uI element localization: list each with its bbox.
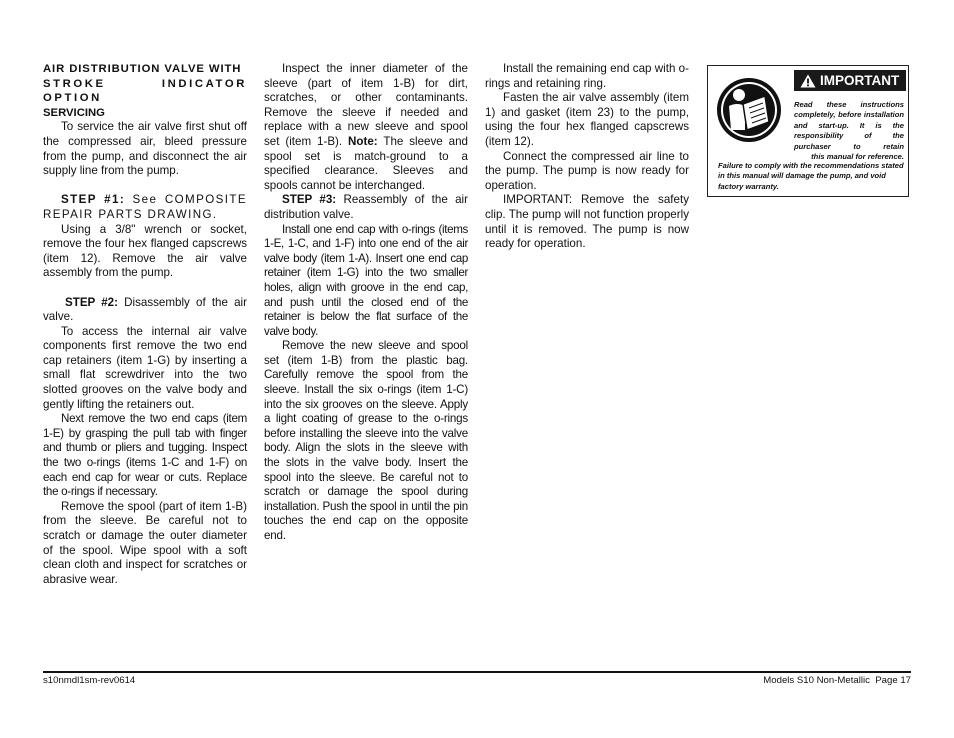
safety-clip-paragraph: IMPORTANT: Remove the safety clip. The pump will not function properly until it is removed. The pump is now ready for operation. <box>485 193 689 251</box>
footer-doc-id: s10nmdl1sm-rev0614 <box>43 675 136 686</box>
section-heading <box>43 62 247 120</box>
intro-paragraph: To service the air valve first shut off the compressed air, bleed pressure from the pump, and disconnect the air supply line from the pump. <box>43 120 247 178</box>
note-text: The sleeve and spool set is match-ground to a specified clearance. Sleeves and spools cannot be interchanged. <box>264 134 468 192</box>
step-3-text: Reassembly of the air distribution valve. <box>264 193 468 221</box>
important-text-last-line: this manual for reference. <box>811 152 904 162</box>
important-notice-box <box>707 65 909 197</box>
fasten-paragraph: Fasten the air valve assembly (item 1) and gasket (item 23) to the pump, using the four hex flanged capscrews (item 12). <box>485 91 689 148</box>
step-2-label: STEP #2: <box>65 295 118 309</box>
new-sleeve-paragraph: Remove the new sleeve and spool set (item 1-B) from the plastic bag. Carefully remove the spool from the sleeve. Install the six o-rings (item 1-C) into the six grooves on the sleeve. Apply a light coating of grease to the o-rings before installing the sleeve into the valve body. Align the slots in the sleeve with the slots in the valve body. Insert the spool into the sleeve. Be careful not to scratch or damage the spool during installation. Push the spool in until the pin touches the end cap on the opposite end. <box>264 339 468 542</box>
important-title: IMPORTANT <box>820 73 900 88</box>
sleeve-inspect-paragraph <box>264 62 468 193</box>
spool-paragraph: Remove the spool (part of item 1-B) from the sleeve. Be careful not to scratch or damage the outer diameter of the spool. Wipe spool with a soft clean cloth and inspect for scratches or abrasive wear. <box>43 499 247 586</box>
important-warning-text: Failure to comply with the recommendations stated in this manual will damage the pump, and void factory warranty. <box>718 161 904 191</box>
end-caps-paragraph: Next remove the two end caps (item 1-E) by grasping the pull tab with finger and thumb or pliers and tugging. Inspect the two o-rings (items 1-C and 1-F) on each end cap for wear or cuts. Replace the o-rings if necessary. <box>43 412 247 499</box>
step-3-label: STEP #3: <box>282 193 337 207</box>
footer-page-label: Models S10 Non-Metallic Page 17 <box>763 675 911 686</box>
step-2-paragraph <box>43 296 247 325</box>
heading-line-2: STROKE INDICATOR OPTION <box>43 77 247 105</box>
heading-line-3: SERVICING <box>43 106 105 119</box>
column-1 <box>43 62 247 587</box>
important-instructions-text <box>794 100 904 162</box>
read-manual-icon <box>715 76 783 144</box>
warning-icon <box>800 74 816 88</box>
connect-air-paragraph: Connect the compressed air line to the pump. The pump is now ready for operation. <box>485 149 689 192</box>
column-3 <box>485 62 689 252</box>
wrench-paragraph: Using a 3/8" wrench or socket, remove the four hex flanged capscrews (item 12). Remove the air valve assembly from the pump. <box>43 222 247 280</box>
retainers-paragraph: To access the internal air valve components first remove the two end cap retainers (item 1-G) by inserting a small flat screwdriver into the two slotted grooves on the valve body and gently lifting the retainers out. <box>43 324 247 411</box>
heading-line-1: AIR DISTRIBUTION VALVE WITH <box>43 63 242 75</box>
important-banner <box>794 70 906 91</box>
install-end-cap-paragraph: Install one end cap with o-rings (items 1-E, 1-C, and 1-F) into one end of the air valve body (item 1-A). Insert one end cap retainer (item 1-G) into the two smaller holes, align with groove in the end cap, and push until the closed end of the retainer is below the flat surface of the valve body. <box>264 222 468 338</box>
step-2-text: Disassembly of the air valve. <box>43 295 247 324</box>
step-1-paragraph <box>43 193 247 222</box>
step-3-paragraph <box>264 193 468 222</box>
step-1-label: STEP #1: <box>61 193 126 207</box>
footer-rule <box>43 671 911 673</box>
note-label: Note: <box>348 134 378 148</box>
important-text-main: Read these instructions completely, before installation and start-up. It is the responsibility of the purchaser to retain <box>794 100 904 151</box>
sleeve-inspect-text: Inspect the inner diameter of the sleeve (part of item 1-B) for dirt, scratches, or other contaminants. Remove the sleeve if needed and replace with a new sleeve and spool set (item 1-B). <box>264 62 468 148</box>
step-1-text: See COMPOSITE REPAIR PARTS DRAWING. <box>43 193 247 221</box>
column-2 <box>264 62 468 544</box>
remaining-end-cap-paragraph: Install the remaining end cap with o-rings and retaining ring. <box>485 62 689 90</box>
